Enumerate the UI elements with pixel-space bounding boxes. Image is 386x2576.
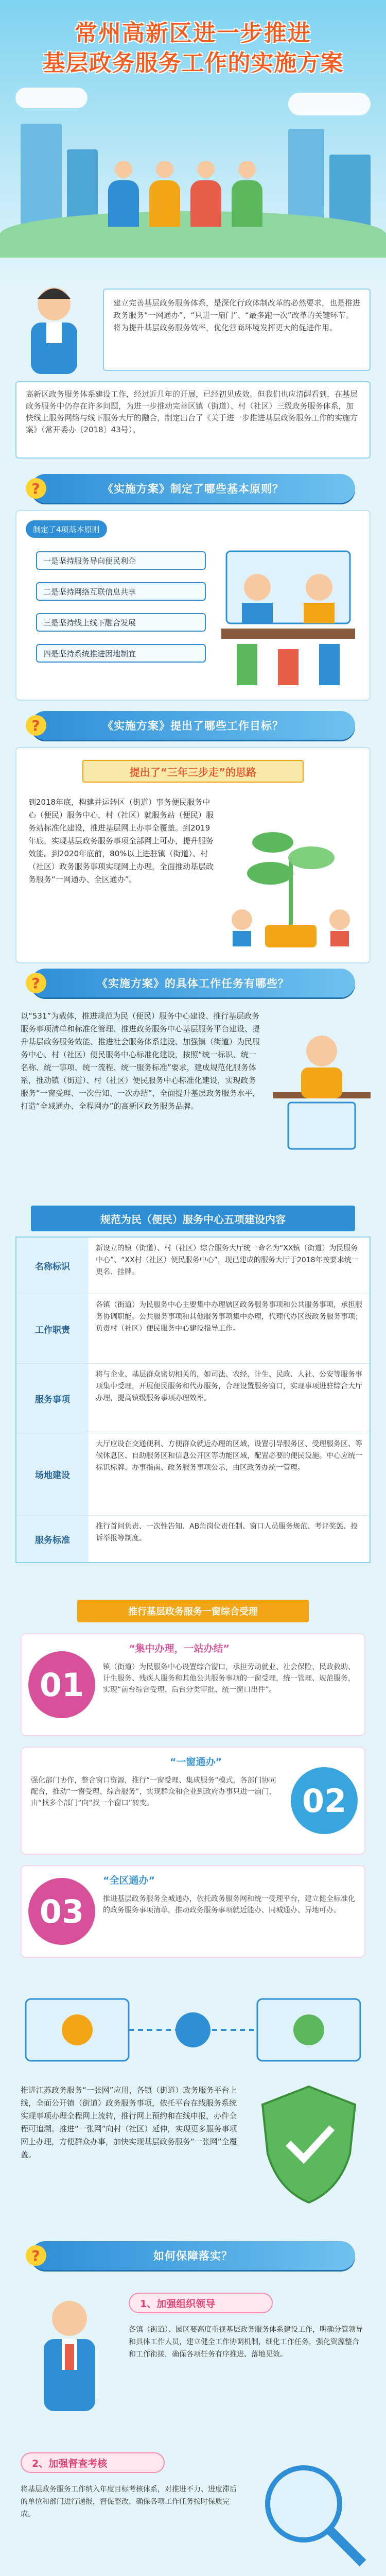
meeting-illustration <box>216 541 360 690</box>
cloud-decoration <box>15 88 87 108</box>
page-title-line1: 常州高新区进一步推进 <box>75 20 311 46</box>
row-key: 服务标准 <box>16 1516 89 1562</box>
card-title: “一窗通办” <box>170 1756 222 1768</box>
building-illustration <box>21 124 62 227</box>
principle-item: 三是坚持线上线下融合发展 <box>36 613 206 632</box>
shield-icon <box>247 2076 371 2210</box>
table-row <box>16 1364 370 1433</box>
card-number: 01 <box>28 1651 95 1718</box>
question-banner-3 <box>31 969 355 997</box>
card-title: “集中办理，一站办结” <box>129 1643 230 1654</box>
table-heading: 规范为民（便民）服务中心五项建设内容 <box>31 1206 355 1231</box>
network-text: 推进江苏政务服务“一张网”应用，各镇（街道）政务服务平台上线，全面公开镇（街道）政务服务事项，依托平台在线服务系统实现事项办理全程网上流转，推行网上预约和在线申报，办件全程可追溯。推进“一张网”向村（社区）延伸，实现更多服务事项网上办理，方便群众办事，加快实现基层政务服务“一张网”全覆盖。 <box>21 2086 237 2159</box>
safeguard-text-2: 将基层政务服务工作纳入年度目标考核体系，对推进不力、进度滞后的单位和部门进行通报，督促整改，确保各项工作任务按时保质完成。 <box>21 2485 237 2518</box>
question-text: 《实施方案》的具体工作任务有哪些？ <box>97 977 289 990</box>
intro-paragraph: 建立完善基层政务服务体系，是深化行政体制改革的必然要求，也是推进政务服务“一网通办”、“只进一扇门”、“最多跑一次”改革的关键环节。将为提升基层政务服务效率，优化营商环境发挥更大的促进作用。 <box>103 289 371 371</box>
row-key: 服务事项 <box>16 1364 89 1433</box>
plant-illustration <box>221 796 360 951</box>
cloud-decoration <box>288 93 371 115</box>
row-value: 大厅应设在交通便利、方便群众就近办理的区域，设置引导服务区、受理服务区、等候休息区、自助服务区和信息公开区等功能区域，配置必要的便民设施。中心应统一标识标牌、办事指南、政务服务事项公示，由区政务办统一管理。 <box>96 1440 362 1472</box>
safeguard-text-1: 各镇（街道）、园区要高度重视基层政务服务体系建设工作，明确分管领导和具体工作人员，建立健全工作协调机制，细化工作任务，强化资源整合和工作衔接，确保各项任务有序推进、落地见效。 <box>129 2326 363 2359</box>
question-text: 《实施方案》提出了哪些工作目标？ <box>102 720 284 732</box>
principles-tag: 制定了4项基本原则 <box>26 520 107 538</box>
person-illustration <box>232 161 262 227</box>
table-row <box>16 1294 370 1364</box>
header-banner <box>0 0 386 289</box>
person-illustration <box>149 161 180 227</box>
question-text: 《实施方案》制定了哪些基本原则？ <box>102 483 284 495</box>
card-text: 镇（街道）为民服务中心设置综合窗口，承担劳动就业、社会保险、民政救助、计生服务、残疾人服务和其他公共服务事项的一窗受理，统一管理、规范服务，实现“前台综合受理、后台分类审批、统一窗口出件”。 <box>103 1663 355 1694</box>
question-mark-icon: ? <box>26 478 46 499</box>
intro-paragraph-2: 高新区政务服务体系建设工作，经过近几年的开展，已经初见成效。但我们也应清醒看到，在基层政务服务中仍存在许多问题，为进一步推动完善区镇（街道）、村（社区）三级政务服务体系，加快线上服务网络与线下服务大厅的融合，制定出台了《关于进一步推进基层政务服务工作的实施方案》（常开委办〔2018〕43号）。 <box>15 381 371 459</box>
card-text: 推进基层政务服务全城通办，依托政务服务网和统一受理平台，建立健全标准化的政务服务事项清单，推动政务服务事项就近能办、同城通办、异地可办。 <box>103 1895 355 1914</box>
network-illustration <box>15 1984 371 2071</box>
building-illustration <box>329 155 371 227</box>
building-illustration <box>288 129 324 227</box>
staff-illustration <box>10 278 98 376</box>
goals-text: 到2018年底，构建并运转区（街道）事务便民服务中心（便民）服务中心，村（社区）就服务站（便民）服务站标准化建设，推进基层网上办事全覆盖。到2019年底，实现基层政务服务事项全部网上可办，提升服务效能。到2020年底前，80%以上进驻镇（街道）、村（社区）政务服务事项实现网上办理，全面推动基层政务服务“一网通办、全区通办”。 <box>28 798 214 884</box>
question-mark-icon: ? <box>26 2245 46 2266</box>
card-number: 03 <box>28 1878 95 1945</box>
row-key: 场地建设 <box>16 1433 89 1515</box>
safeguard-title-2: 2、加强督查考核 <box>21 2452 165 2473</box>
tasks-text: 以“531”为载体，推进规范为民（便民）服务中心建设、推行基层政务服务事项清单和标准化管理、推进政务服务中心基层服务平台建设、提升基层政务服务效能、推进社会服务体系建设、加强镇（街道）为民服务中心、村（社区）便民服务中心标准化建设，按照“统一标识、统一名称、统一事项、统一流程、统一服务标准”要求，建成规范化服务体系，推动镇（街道）、村（社区）便民服务中心标准化建设，实现政务服务“一窗受理、一次告知、一次办结”，全面提升基层政务服务水平，打造“全域通办、全程网办”的高新区政务服务品牌。 <box>21 1011 260 1111</box>
page-title-line2: 基层政务服务工作的实施方案 <box>42 50 344 76</box>
table-row <box>16 1238 370 1294</box>
leader-illustration <box>15 2287 124 2442</box>
goals-ribbon: 提出了“三年三步走”的思路 <box>82 760 304 783</box>
row-value: 新设立的镇（街道）、村（社区）综合服务大厅统一命名为“XX镇（街道）为民服务中心”、“XX村（社区）便民服务中心”，现已建成的服务大厅于2018年按要求统一更名、挂牌。 <box>96 1244 359 1276</box>
magnifier-icon <box>252 2452 371 2571</box>
row-key: 名称标识 <box>16 1238 89 1294</box>
table-row <box>16 1433 370 1516</box>
question-banner-2 <box>31 711 355 740</box>
question-mark-icon: ? <box>26 973 46 993</box>
safeguard-title-1: 1、加强组织领导 <box>129 2293 273 2313</box>
person-illustration <box>190 161 221 227</box>
row-value: 各镇（街道）为民服务中心主要集中办理辖区政务服务事项和公共服务事项，承担服务协调职能。公共服务事项和其他服务事项集中办理，代理代办区级政务服务事项；负责村（社区）便民服务中心建设指导工作。 <box>96 1301 362 1333</box>
row-value: 将与企业、基层群众密切相关的，如司法、农经、计生、民政、人社、公安等服务事项集中受理，开展便民服务和代办服务，合理设置服务窗口，实现事项进驻综合大厅办理，提高镇级服务事项办理效率。 <box>96 1370 362 1402</box>
row-value: 推行首问负责、一次性告知、AB角岗位责任制、窗口人员服务规范、考评奖惩、投诉举报等制度。 <box>96 1522 358 1543</box>
card-title: “全区通办” <box>103 1875 155 1886</box>
window-banner: 推行基层政务服务一窗综合受理 <box>77 1600 309 1622</box>
question-text: 如何保障落实？ <box>153 2250 233 2262</box>
card-text: 强化部门协作，整合窗口资源，推行“一窗受理、集成服务”模式，各部门协同配合，推动“一窗受理、综合服务”，实现群众和企业到政府办事只进一扇门，由“找多个部门”向“找一个窗口”转变。 <box>31 1776 276 1807</box>
principle-item: 一是坚持服务导向便民利企 <box>36 551 206 570</box>
question-banner-7 <box>31 2241 355 2270</box>
principle-item: 二是坚持网络互联信息共享 <box>36 582 206 601</box>
person-illustration <box>108 161 139 227</box>
question-banner-1 <box>31 474 355 503</box>
principle-item: 四是坚持系统推进因地制宜 <box>36 644 206 663</box>
card-number: 02 <box>291 1767 358 1834</box>
worker-illustration <box>268 1020 376 1154</box>
row-key: 工作职责 <box>16 1294 89 1363</box>
question-mark-icon: ? <box>26 715 46 736</box>
table-row <box>16 1516 370 1562</box>
construction-table <box>15 1236 371 1563</box>
